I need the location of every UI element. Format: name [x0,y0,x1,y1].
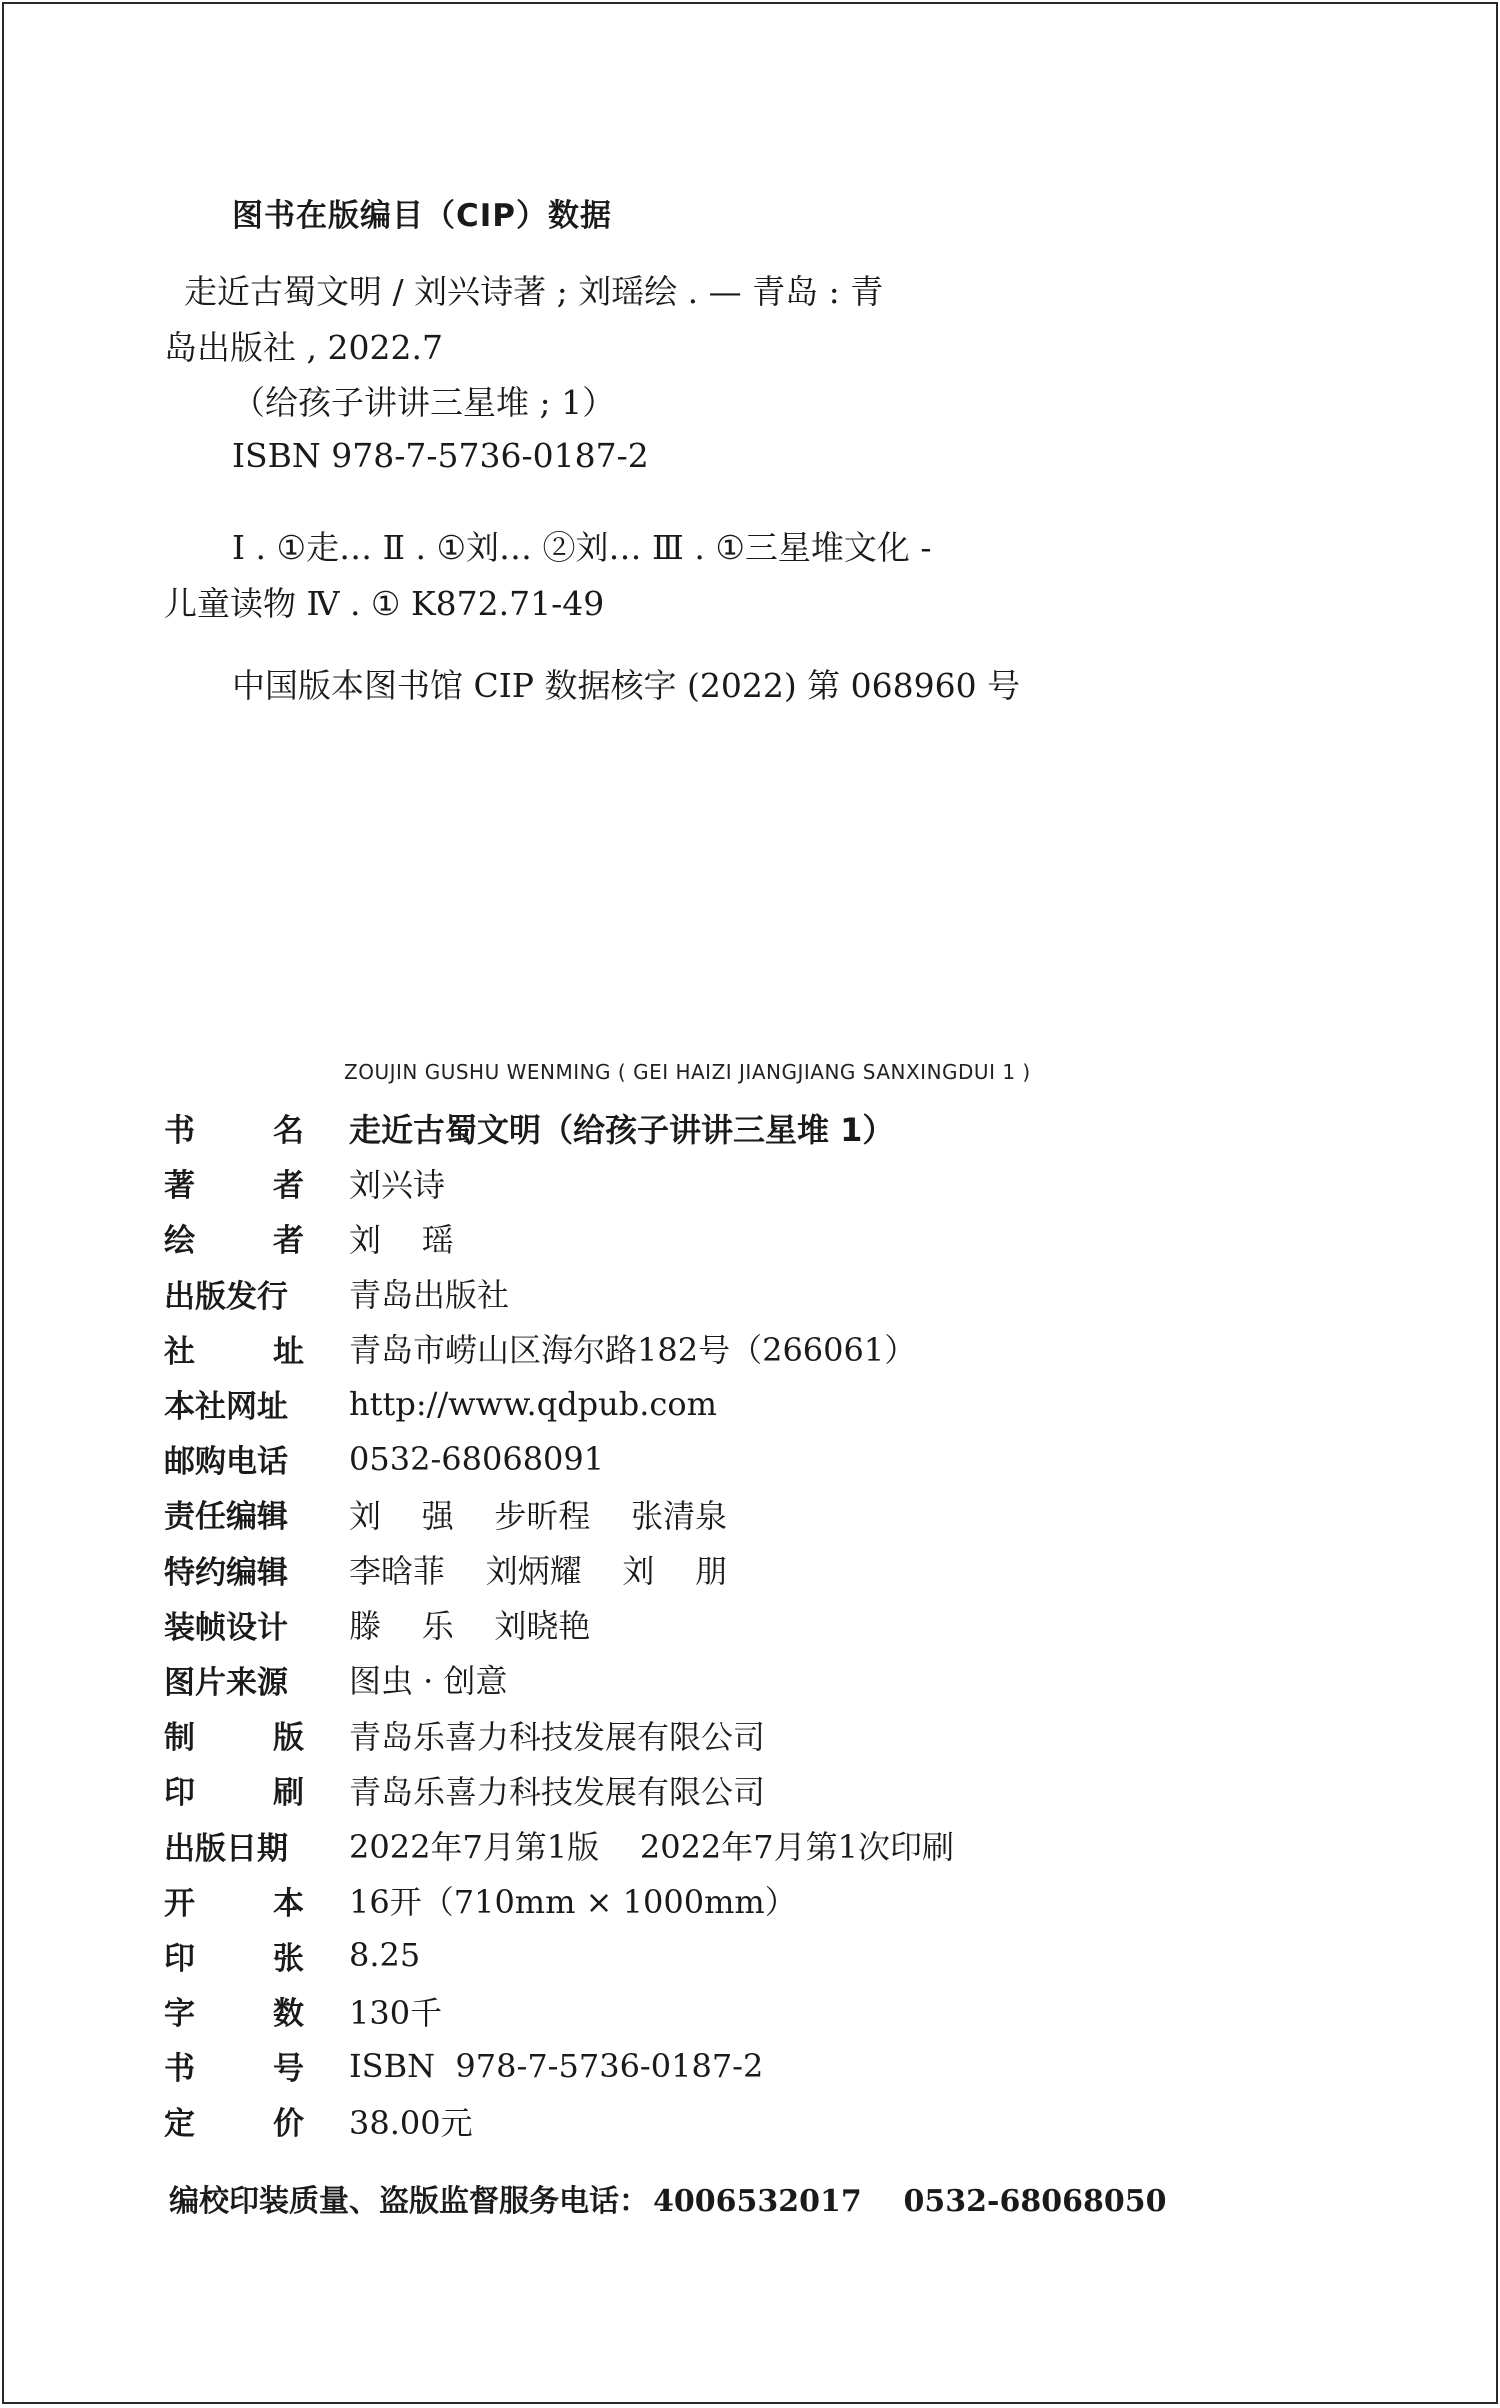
colophon-label-part: 绘 [164,1223,195,1260]
colophon-label [164,2098,304,2143]
hotline-label: 编校印装质量、盗版监督服务电话： [169,2184,649,2219]
colophon-value: 8.25 [349,1936,421,1975]
colophon-value: 滕 乐 刘晓艳 [349,1607,591,1646]
colophon-label-part: 特约编辑 [164,1554,288,1591]
colophon-label [164,1436,304,1481]
colophon-value: 青岛乐喜力科技发展有限公司 [349,1772,766,1811]
colophon-value: 0532-68068091 [349,1439,605,1478]
colophon-value: 16开（710mm × 1000mm） [349,1883,797,1922]
colophon-label [164,2043,304,2088]
colophon-label [164,1933,304,1978]
colophon-row [164,1376,954,1431]
colophon-label-part: 址 [273,1333,304,1370]
colophon-label-part: 出版日期 [164,1830,288,1867]
colophon-row [164,1762,954,1817]
cip-line-5: Ⅰ . ①走… Ⅱ . ①刘… ②刘… Ⅲ . ①三星堆文化 - [232,528,932,567]
colophon-label [164,1160,304,1205]
colophon-label-part: 书 [164,1113,195,1150]
copyright-page [2,2,1498,2404]
colophon-row [164,2093,954,2148]
colophon-value: 走近古蜀文明（给孩子讲讲三星堆 1） [349,1110,895,1149]
colophon-row [164,1486,954,1541]
cip-line-1: 走近古蜀文明 / 刘兴诗著 ; 刘瑶绘 . — 青岛 : 青 [184,272,884,311]
colophon-value: http://www.qdpub.com [349,1384,717,1423]
colophon-row [164,1210,954,1265]
colophon-label [164,1381,304,1426]
colophon-label-part: 制 [164,1720,195,1757]
colophon-label-part: 名 [273,1113,304,1150]
colophon-value: 图虫 · 创意 [349,1662,508,1701]
colophon-row [164,1100,954,1155]
colophon-table [164,1100,954,2149]
colophon-row [164,1928,954,1983]
colophon-row [164,1597,954,1652]
colophon-label [164,1326,304,1371]
colophon-label [164,1602,304,1647]
colophon-label-part: 装帧设计 [164,1609,288,1646]
colophon-value: 青岛市崂山区海尔路182号（266061） [349,1331,917,1370]
colophon-label-part: 图片来源 [164,1664,288,1701]
colophon-label-part: 出版发行 [164,1278,288,1315]
colophon-value: ISBN 978-7-5736-0187-2 [349,2046,764,2085]
colophon-row [164,1155,954,1210]
colophon-label [164,1105,304,1150]
colophon-value: 李晗菲 刘炳耀 刘 朋 [349,1552,728,1591]
colophon-label-part: 社 [164,1333,195,1370]
cip-line-7: 中国版本图书馆 CIP 数据核字 (2022) 第 068960 号 [232,666,1021,705]
colophon-label-part: 开 [164,1885,195,1922]
colophon-label-part: 书 [164,2051,195,2088]
colophon-label-part: 印 [164,1940,195,1977]
colophon-label-part: 邮购电话 [164,1444,288,1481]
colophon-row [164,1652,954,1707]
colophon-row [164,1817,954,1872]
colophon-label-part: 刷 [273,1775,304,1812]
colophon-row [164,2038,954,2093]
colophon-label [164,1491,304,1536]
cip-line-3: （给孩子讲讲三星堆 ; 1） [232,383,616,422]
colophon-label-part: 本社网址 [164,1389,288,1426]
cip-line-6: 儿童读物 Ⅳ . ① K872.71-49 [164,584,605,623]
colophon-label-part: 价 [273,2106,304,2143]
colophon-row [164,1873,954,1928]
colophon-value: 青岛出版社 [349,1276,510,1315]
colophon-value: 刘兴诗 [349,1165,446,1204]
colophon-label-part: 者 [273,1168,304,1205]
colophon-label [164,1712,304,1757]
colophon-row [164,1431,954,1486]
colophon-label [164,1823,304,1868]
colophon-label [164,1767,304,1812]
colophon-label-part: 定 [164,2106,195,2143]
english-title: ZOUJIN GUSHU WENMING ( GEI HAIZI JIANGJIANG SANXINGDUI 1 ) [344,1060,1031,1084]
colophon-value: 刘 瑶 [349,1220,454,1259]
colophon-label [164,1988,304,2033]
hotline-numbers: 4006532017 0532-68068050 [653,2184,1167,2219]
colophon-label [164,1271,304,1316]
colophon-value: 2022年7月第1版 2022年7月第1次印刷 [349,1828,955,1867]
colophon-label [164,1547,304,1592]
colophon-label [164,1878,304,1923]
colophon-label [164,1657,304,1702]
colophon-label-part: 著 [164,1168,195,1205]
colophon-value: 青岛乐喜力科技发展有限公司 [349,1717,766,1756]
colophon-row [164,1707,954,1762]
colophon-label-part: 责任编辑 [164,1499,288,1536]
colophon-label-part: 字 [164,1996,195,2033]
cip-line-2: 岛出版社 , 2022.7 [164,328,443,367]
cip-heading: 图书在版编目（CIP）数据 [232,198,613,234]
colophon-row [164,1266,954,1321]
colophon-value: 刘 强 步昕程 张清泉 [349,1496,728,1535]
colophon-label-part: 张 [273,1940,304,1977]
colophon-label-part: 印 [164,1775,195,1812]
colophon-label-part: 者 [273,1223,304,1260]
colophon-row [164,1542,954,1597]
quality-hotline [169,2176,1166,2220]
cip-line-4: ISBN 978-7-5736-0187-2 [232,436,649,475]
colophon-row [164,1983,954,2038]
colophon-label-part: 本 [273,1885,304,1922]
colophon-label [164,1215,304,1260]
colophon-value: 38.00元 [349,2103,473,2142]
colophon-label-part: 数 [273,1996,304,2033]
colophon-label-part: 号 [273,2051,304,2088]
colophon-row [164,1321,954,1376]
colophon-label-part: 版 [273,1720,304,1757]
colophon-value: 130千 [349,1993,443,2032]
